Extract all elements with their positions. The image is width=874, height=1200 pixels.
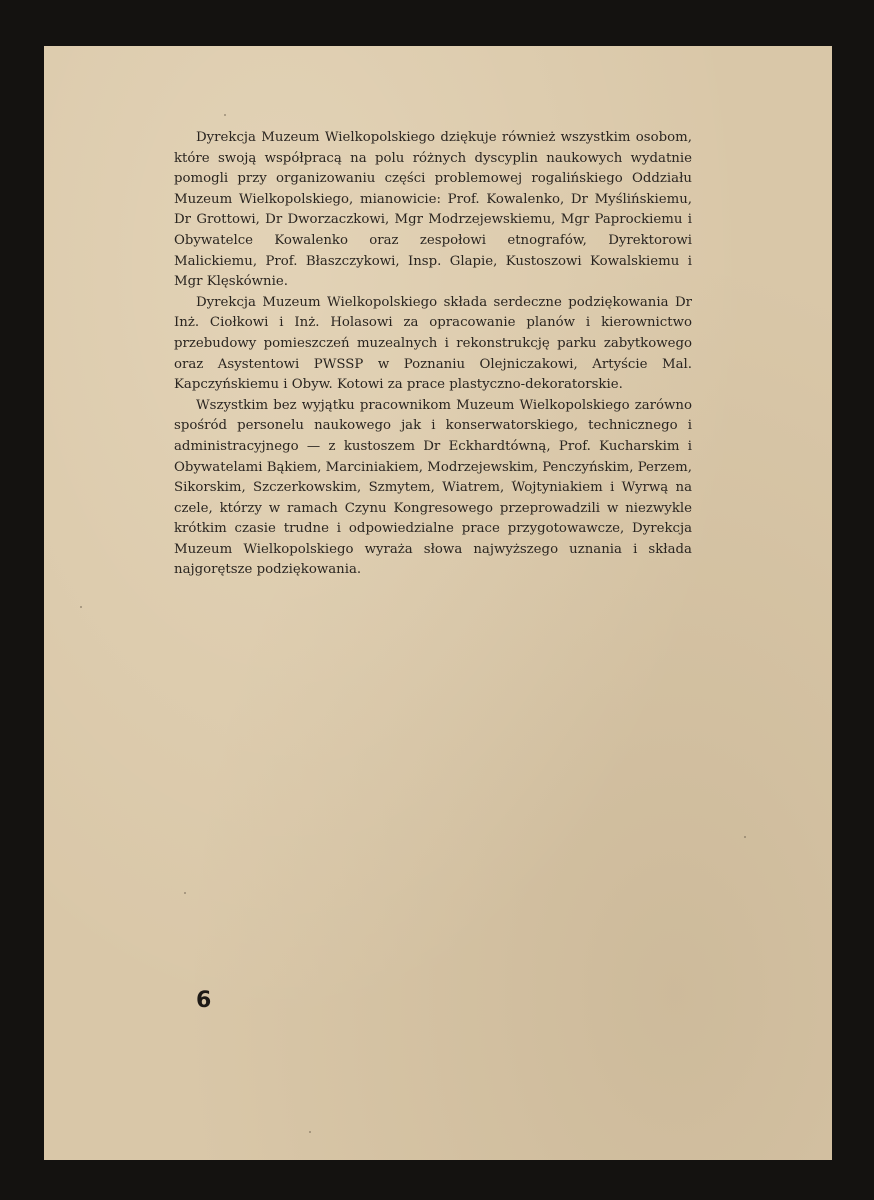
paragraph: Dyrekcja Muzeum Wielkopolskiego dziękuje również wszystkim osobom, które swoją współpracą na polu różnych dyscyplin naukowych wydatnie pomogli przy organizowaniu części problemowej rogalińskiego Oddziału Muzeum Wielkopolskiego, mianowicie: Prof. Kowalenko, Dr Myślińskiemu, Dr Grottowi, Dr Dworzaczkowi, Mgr Modrzejewskiemu, Mgr Paprockiemu i Obywatelce Kowalenko oraz zespołowi etnografów, Dyrektorowi Malickiemu, Prof. Błaszczykowi, Insp. Glapie, Kustoszowi Kowalskiemu i Mgr Klęskównie. [174, 130, 692, 290]
body-text [174, 128, 692, 581]
paragraph: Wszystkim bez wyjątku pracownikom Muzeum Wielkopolskiego zarówno spośród personelu naukowego jak i konserwatorskiego, technicznego i administracyjnego — z kustoszem Dr Eckhardtówną, Prof. Kucharskim i Obywatelami Bąkiem, Marciniakiem, Modrzejewskim, Penczyńskim, Perzem, Sikorskim, Szczerkowskim, Szmytem, Wiatrem, Wojtyniakiem i Wyrwą na czele, którzy w ramach Czynu Kongresowego przeprowadzili w niezwykle krótkim czasie trudne i odpowiedzialne prace przygotowawcze, Dyrekcja Muzeum Wielkopolskiego wyraża słowa najwyższego uznania i składa najgorętsze podziękowania. [174, 397, 692, 578]
paper-speck [224, 114, 226, 116]
paper-speck [80, 606, 82, 608]
paper-speck [744, 836, 746, 838]
paper-speck [309, 1131, 311, 1133]
paragraph: Dyrekcja Muzeum Wielkopolskiego składa serdeczne podziękowania Dr Inż. Ciołkowi i Inż. Holasowi za opracowanie planów i kierownictwo przebudowy pomieszczeń muzealnych i rekonstrukcję parku zabytkowego oraz Asystentowi PWSSP w Poznaniu Olejniczakowi, Artyście Mal. Kapczyńskiemu i Obyw. Kotowi za prace plastyczno-dekoratorskie. [174, 294, 692, 393]
paper-speck [184, 892, 186, 894]
page-number: 6 [196, 988, 212, 1013]
